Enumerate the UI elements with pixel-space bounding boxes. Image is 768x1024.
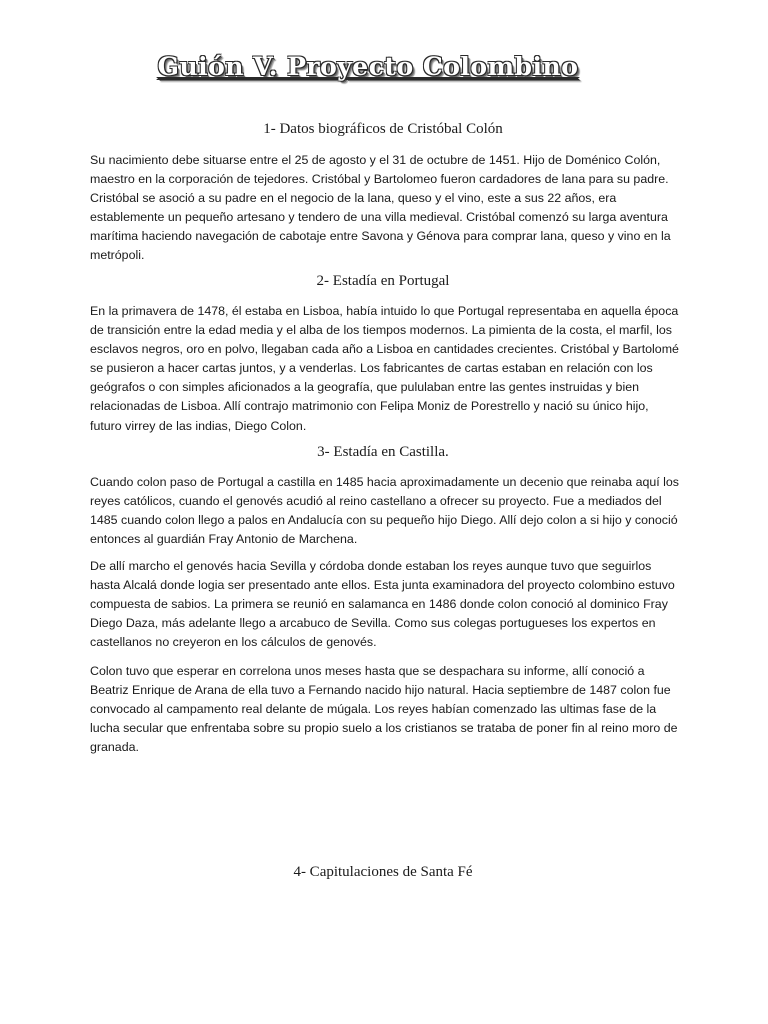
section-heading-estadia-portugal: 2- Estadía en Portugal xyxy=(316,273,450,289)
section-heading-capitulaciones: 4- Capitulaciones de Santa Fé xyxy=(293,864,473,880)
paragraph-castilla-correlona: Colon tuvo que esperar en correlona unos meses hasta que se despachara su informe, allí conoció a Beatriz Enrique de Arana de ella tuvo a Fernando nacido hijo natural. Hacia septiembre de 1487 colon fue convocado al campamento real delante de múgala. Los reyes habían comenzado las ultimas fase de la lucha secular que enfrentaba sobre su propio suelo a los cristianos se trataba de poner fin al reino moro de granada. xyxy=(90,664,678,755)
paragraph-castilla-llegada: Cuando colon paso de Portugal a castilla en 1485 hacia aproximadamente un decenio que reinaba aquí los reyes católicos, cuando el genovés acudió al reino castellano a ofrecer su proyecto. Fue a mediados del 1485 cuando colon llego a palos en Andalucía con su pequeño hijo Diego. Allí dejo colon a si hijo y conoció entonces al guardián Fray Antonio de Marchena. xyxy=(90,475,679,547)
paragraph-castilla-junta: De allí marcho el genovés hacia Sevilla y córdoba donde estaban los reyes aunque tuvo que seguirlos hasta Alcalá donde logia ser presentado ante ellos. Esta junta examinadora del proyecto colombino estuvo compuesta de sabios. La primera se reunió en salamanca en 1486 donde colon conoció al dominico Fray Diego Daza, más adelante llego a arcabuco de Sevilla. Como sus colegas portugueses los expertos en castellanos no creyeron en los cálculos de genovés. xyxy=(90,559,675,650)
paragraph-datos-biograficos: Su nacimiento debe situarse entre el 25 de agosto y el 31 de octubre de 1451. Hijo de Doménico Colón, maestro en la corporación de tejedores. Cristóbal y Bartolomeo fueron cardadores de lana para su padre. Cristóbal se asoció a su padre en el negocio de la lana, queso y el vino, este a sus 22 años, era establemente un pequeño artesano y tendero de una villa medieval. Cristóbal comenzó su larga aventura marítima haciendo navegación de cabotaje entre Savona y Génova para comprar lana, queso y vino en la metrópoli. xyxy=(90,153,671,263)
section-heading-datos-biograficos: 1- Datos biográficos de Cristóbal Colón xyxy=(263,121,503,137)
paragraph-estadia-portugal: En la primavera de 1478, él estaba en Lisboa, había intuido lo que Portugal representaba en aquella época de transición entre la edad media y el alba de los tiempos modernos. La pimienta de la costa, el marfil, los esclavos negros, oro en polvo, llegaban cada año a Lisboa en cantidades crecientes. Cristóbal y Bartolomé se pusieron a hacer cartas juntos, y a venderlas. Los fabricantes de cartas estaban en relación con los geógrafos o con simples aficionados a la geografía, que pululaban entre las gentes instruidas y bien relacionadas de Lisboa. Allí contrajo matrimonio con Felipa Moniz de Porestrello y nació su único hijo, futuro virrey de las indias, Diego Colon. xyxy=(90,304,679,433)
section-heading-estadia-castilla: 3- Estadía en Castilla. xyxy=(317,444,449,460)
document-title: Guión V. Proyecto Colombino xyxy=(157,52,579,81)
